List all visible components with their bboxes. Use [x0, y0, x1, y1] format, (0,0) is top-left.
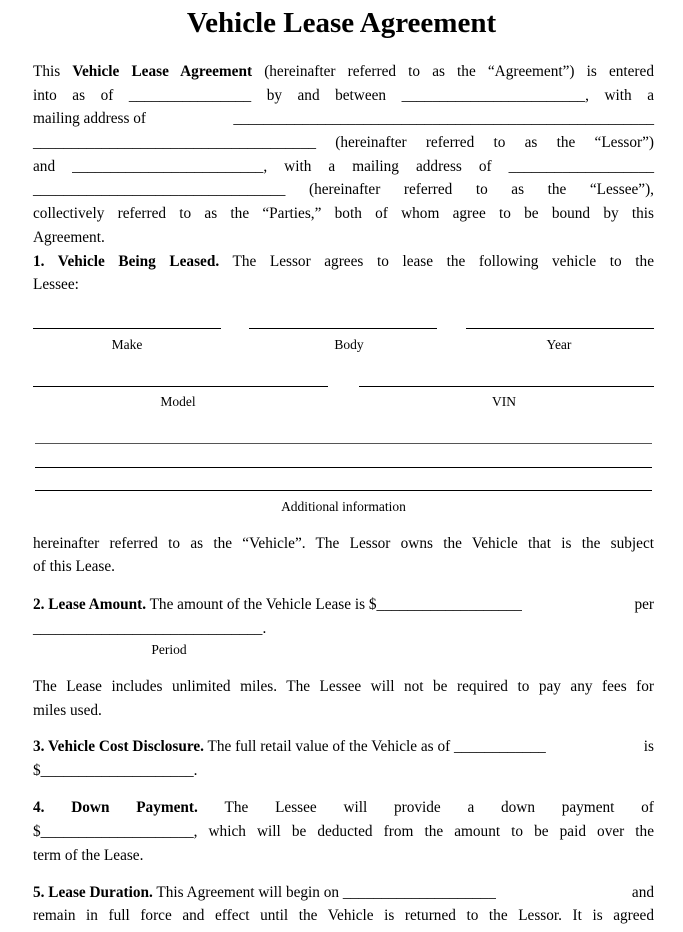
section-1-line-2: Lessee: [33, 276, 79, 293]
section-3-text: is [643, 738, 654, 755]
section-4-word: provide [393, 799, 441, 816]
intro-line-8: Agreement. [33, 229, 105, 246]
cost-date-blank[interactable]: The full retail value of the Vehicle as of ____________ [203, 738, 546, 755]
agreement-name: Vehicle Lease Agreement [72, 63, 253, 80]
additional-info-blank-3[interactable] [35, 490, 652, 491]
vin-blank[interactable] [359, 386, 654, 387]
intro-line-2: into as of ________________ by and between ________________________, with a [33, 87, 654, 104]
section-1-line-1 [33, 250, 654, 274]
section-4-number: 4. [33, 799, 45, 816]
period-blank[interactable]: ______________________________. [33, 620, 267, 637]
intro-line-1 [33, 60, 654, 84]
body-label: Body [334, 337, 364, 352]
section-2-text: per [634, 596, 654, 613]
section-3-line-1 [33, 735, 654, 759]
intro-line-7: collectively referred to as the “Parties,” both of whom agree to be bound by this [33, 205, 654, 222]
section-2-line-1 [33, 593, 654, 617]
section-2-para-line-1: The Lease includes unlimited miles. The Lessee will not be required to pay any fees for [33, 678, 654, 695]
section-4-word: of [641, 799, 654, 816]
section-4-line-1 [33, 796, 654, 820]
section-5-text: and [631, 884, 654, 901]
intro-line-3 [33, 107, 654, 131]
section-1-text: The Lessor agrees to lease the following vehicle to the [219, 253, 654, 270]
year-blank[interactable] [466, 328, 654, 329]
intro-text: This [33, 63, 73, 80]
section-4-word: a [467, 799, 475, 816]
lessor-address-blank[interactable]: _______________________________________________________ [233, 110, 654, 127]
section-5-line-1 [33, 881, 654, 905]
section-2-heading: 2. Lease Amount. [33, 596, 147, 613]
intro-text: (hereinafter referred to as the “Agreement”) is entered [252, 63, 654, 80]
section-4-word: payment [561, 799, 615, 816]
section-5-heading: 5. Lease Duration. [33, 884, 153, 901]
model-blank[interactable] [33, 386, 328, 387]
section-4-word: down [500, 799, 535, 816]
additional-info-label: Additional information [281, 499, 406, 514]
section-1-after-line-2: of this Lease. [33, 558, 115, 575]
section-4-heading-word: Down [71, 799, 110, 816]
body-blank[interactable] [249, 328, 437, 329]
section-1-after-line-1: hereinafter referred to as the “Vehicle”. The Lessor owns the Vehicle that is the subject [33, 535, 654, 552]
section-4-word: The [224, 799, 249, 816]
make-blank[interactable] [33, 328, 221, 329]
period-label: Period [151, 642, 187, 657]
section-4-line-3: term of the Lease. [33, 847, 144, 864]
section-4-heading-word: Payment. [136, 799, 198, 816]
additional-info-blank-1[interactable] [35, 443, 652, 444]
model-label: Model [160, 394, 196, 409]
year-label: Year [546, 337, 572, 352]
vin-label: VIN [492, 394, 516, 409]
section-5-line-2: remain in full force and effect until the Vehicle is returned to the Lessor. It is agreed [33, 907, 654, 924]
down-payment-blank[interactable]: $____________________, which will be deducted from the amount to be paid over the [33, 823, 654, 840]
section-3-heading: 3. Vehicle Cost Disclosure. [33, 738, 204, 755]
document-title: Vehicle Lease Agreement [186, 7, 497, 39]
intro-line-6: _________________________________ (hereinafter referred to as the “Lessee”), [33, 181, 654, 198]
retail-value-blank[interactable]: $____________________. [33, 762, 198, 779]
section-1-heading: 1. Vehicle Being Leased. [33, 253, 220, 270]
section-2-para-line-2: miles used. [33, 702, 102, 719]
intro-line-5: and _________________________, with a mailing address of ___________________ [33, 158, 654, 175]
additional-info-blank-2[interactable] [35, 467, 652, 468]
section-4-word: Lessee [275, 799, 317, 816]
intro-line-4: _____________________________________ (hereinafter referred to as the “Lessor”) [33, 134, 654, 151]
lease-amount-blank[interactable]: The amount of the Vehicle Lease is $___________________ [146, 596, 522, 613]
intro-text: mailing address of [33, 110, 147, 127]
start-date-blank[interactable]: This Agreement will begin on ____________________ [152, 884, 496, 901]
section-4-word: will [343, 799, 368, 816]
make-label: Make [111, 337, 143, 352]
